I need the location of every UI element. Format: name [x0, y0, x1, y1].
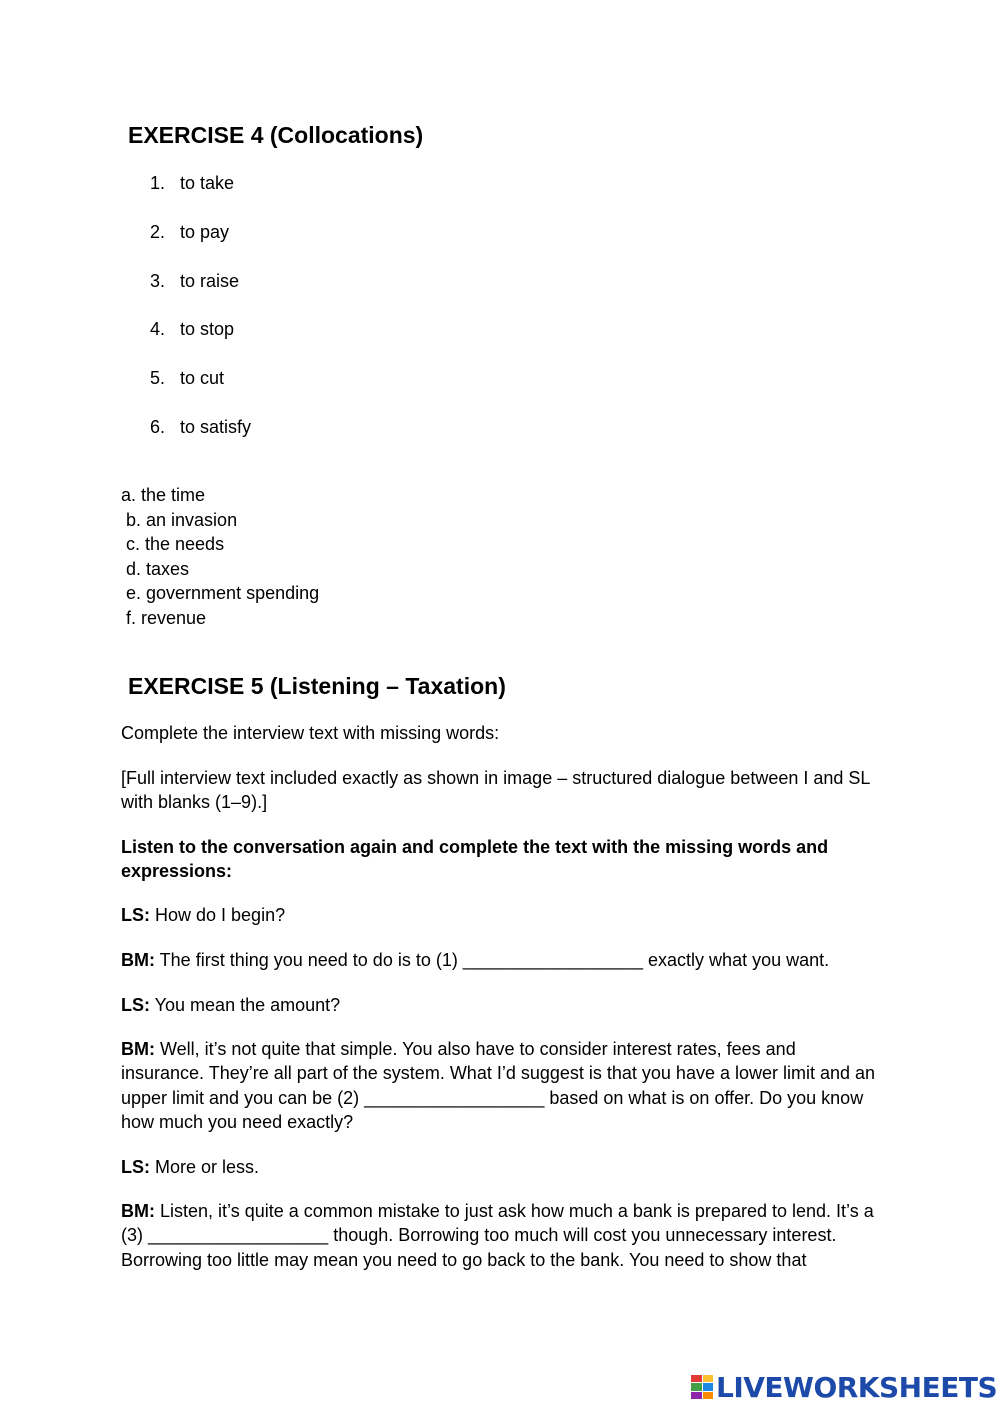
list-item [150, 269, 251, 318]
dialogue-line [121, 1199, 881, 1272]
list-item: b. an invasion [121, 509, 238, 530]
logo-tiles-icon [691, 1375, 713, 1399]
list-item: a. the time [121, 485, 206, 505]
list-item [150, 317, 251, 366]
logo-text: LIVEWORKSHEETS [716, 1370, 998, 1404]
item-number: 4. [150, 319, 166, 340]
list-item: f. revenue [121, 607, 207, 628]
exercise-5-title: EXERCISE 5 (Listening – Taxation) [128, 673, 506, 699]
list-item: e. government spending [121, 583, 320, 603]
dialogue-text: You mean the amount? [150, 995, 341, 1015]
collocation-verb-list [150, 171, 251, 464]
item-text: to raise [180, 270, 240, 291]
dialogue-line [121, 1037, 881, 1135]
dialogue-text: More or less. [150, 1157, 260, 1177]
collocation-noun-list [121, 483, 319, 630]
list-item [150, 366, 251, 415]
speaker-label: BM: [121, 950, 155, 970]
dialogue-text: How do I begin? [150, 905, 286, 925]
item-number: 6. [150, 416, 166, 437]
item-text: to cut [180, 368, 225, 389]
exercise-5-instruction: Listen to the conversation again and complete the text with the missing words and expressions: [121, 837, 829, 882]
exercise-5-intro: Complete the interview text with missing words: [121, 723, 500, 743]
exercise-5-note: [Full interview text included exactly as shown in image – structured dialogue between I and SL with blanks (1–9).] [121, 768, 870, 813]
liveworksheets-logo [691, 1372, 997, 1402]
item-text: to pay [180, 221, 230, 242]
speaker-label: LS: [121, 905, 150, 925]
item-number: 2. [150, 221, 166, 242]
speaker-label: LS: [121, 1157, 150, 1177]
dialogue-text: The first thing you need to do is to (1) __________________ exactly what you want. [155, 950, 830, 970]
speaker-label: BM: [121, 1201, 155, 1221]
dialogue-line [121, 993, 881, 1017]
speaker-label: LS: [121, 995, 150, 1015]
dialogue-line [121, 903, 881, 927]
dialogue-text: Listen, it’s quite a common mistake to just ask how much a bank is prepared to lend. It’s a (3) __________________ though. Borrowing too much will cost you unnecessary interest. Borrowing too little may mean you need to go back to the bank. You need to show that [121, 1201, 874, 1270]
dialogue-text: Well, it’s not quite that simple. You also have to consider interest rates, fees and insurance. They’re all part of the system. What I’d suggest is that you have a lower limit and an upper limit and you can be (2) __________________ based on what is on offer. Do you know how much you need exactly? [121, 1039, 876, 1133]
speaker-label: BM: [121, 1039, 155, 1059]
list-item [150, 415, 251, 464]
dialogue-line [121, 948, 881, 972]
item-number: 1. [150, 173, 166, 193]
list-item [150, 220, 251, 269]
item-number: 5. [150, 368, 166, 389]
item-text: to stop [180, 319, 235, 340]
item-number: 3. [150, 270, 166, 291]
list-item: c. the needs [121, 534, 225, 554]
exercise-4-title: EXERCISE 4 (Collocations) [128, 122, 424, 148]
dialogue-line [121, 1155, 881, 1179]
list-item: d. taxes [121, 558, 190, 579]
item-text: to satisfy [180, 416, 252, 437]
list-item [150, 171, 251, 220]
item-text: to take [180, 173, 235, 193]
